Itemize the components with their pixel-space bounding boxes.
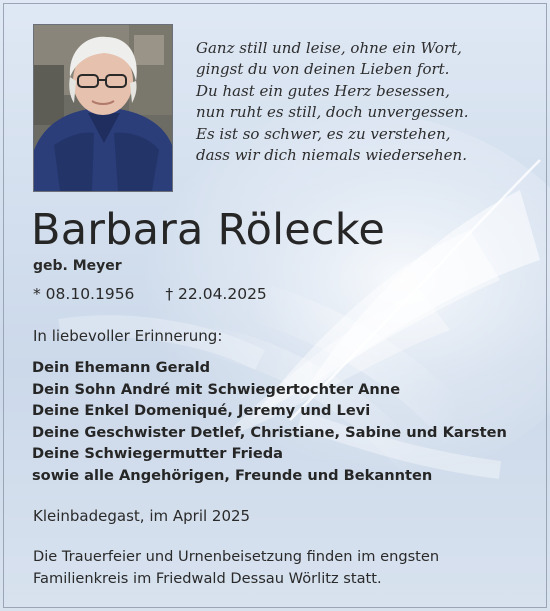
mourner-line: Dein Ehemann Gerald (32, 359, 211, 376)
mourner-line: Deine Geschwister Detlef, Christiane, Sabine und Karsten (32, 423, 507, 441)
mourner-line: sowie alle Angehörigen, Freunde und Bekannten (32, 466, 433, 484)
funeral-line: Familienkreis im Friedwald Dessau Wörlitz statt. (33, 570, 382, 587)
poem-line: Du hast ein gutes Herz besessen, (196, 81, 450, 100)
mourner-line: Deine Enkel Domeniqué, Jeremy und Levi (32, 402, 371, 420)
death-date: † 22.04.2025 (165, 285, 267, 303)
life-dates (33, 285, 267, 303)
deceased-name: Barbara Rölecke (31, 205, 385, 255)
poem-line: dass wir dich niemals wiedersehen. (196, 146, 467, 165)
poem (196, 38, 526, 166)
mourner-line: Deine Schwiegermutter Frieda (32, 445, 284, 463)
mourner-line: Dein Sohn André mit Schwiegertochter Anne (32, 380, 401, 398)
place-date: Kleinbadegast, im April 2025 (33, 507, 251, 525)
mourners-list (32, 357, 532, 487)
poem-line: Es ist so schwer, es zu verstehen, (196, 124, 451, 143)
funeral-info (33, 546, 533, 590)
remembrance-intro: In liebevoller Erinnerung: (33, 327, 223, 345)
portrait-image (34, 25, 172, 191)
poem-line: gingst du von deinen Lieben fort. (196, 60, 450, 79)
funeral-line: Die Trauerfeier und Urnenbeisetzung finden im engsten (33, 548, 440, 565)
portrait-photo (33, 24, 173, 192)
poem-line: Ganz still und leise, ohne ein Wort, (196, 39, 462, 57)
maiden-name: geb. Meyer (33, 258, 122, 274)
birth-date: * 08.10.1956 (33, 285, 135, 303)
poem-line: nun ruht es still, doch unvergessen. (196, 103, 469, 122)
